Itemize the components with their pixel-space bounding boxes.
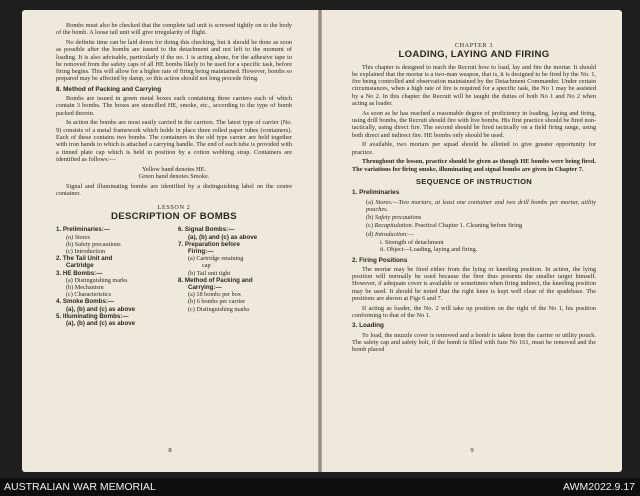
syllabus-column-2 bbox=[178, 226, 292, 327]
item-label: (d) bbox=[366, 230, 374, 238]
heading-preliminaries: 1. Preliminaries bbox=[352, 189, 400, 197]
syllabus-item-cont: Firing:— bbox=[188, 247, 214, 255]
heading-loading: 3. Loading bbox=[352, 322, 384, 330]
syllabus-item-cont: Cartridge bbox=[66, 262, 94, 270]
paragraph-firing-1: The mortar may be fired either from the lying or kneeling position. In action, the lying position will normally be used because the firer thus presents the smaller target himself. However, if adequate cover is available or sometimes when firing indirect, the kneeling position may be used. It should be noted that the right knee is kept well clear of the spadebase. The positions are shown at Figs 6 and 7. bbox=[352, 265, 596, 303]
paragraph-tail-unit: Bombs must also be checked that the complete tail unit is screwed tightly on to the body of the bomb. A loose tail unit will give irregularity of flight. bbox=[56, 22, 292, 37]
left-page-text bbox=[56, 22, 292, 327]
band-green: Green band denotes Smoke. bbox=[138, 172, 210, 180]
syllabus-sub: (a) Stores bbox=[66, 233, 91, 241]
syllabus-item: 4. Smoke Bombs:— bbox=[56, 298, 115, 306]
page-number-right: 9 bbox=[470, 447, 474, 454]
prelim-item-c bbox=[352, 222, 596, 229]
paragraph-intro-2: As soon as he has reached a reasonable degree of proficiency in loading, laying and firing, using drill bombs, the Recruit should fire with live bombs. His first practice should be fired non-tactically, using direct fire. The second should be fired tactically on a field firing range, using both direct and indirect fire. HE bombs only should be used. bbox=[352, 109, 596, 139]
syllabus-item: 8. Method of Packing and bbox=[178, 276, 253, 284]
item-term: Stores: bbox=[375, 198, 393, 206]
syllabus-item-cont: Carrying:— bbox=[188, 283, 222, 291]
syllabus-sub: (a) Cartridge retaining bbox=[188, 255, 244, 263]
item-term: Recapitulation. bbox=[374, 222, 414, 230]
heading-firing-positions: 2. Firing Positions bbox=[352, 256, 408, 264]
prelim-item-d-i: i. Strength of detachment bbox=[380, 239, 444, 246]
lesson-title: DESCRIPTION OF BOMBS bbox=[111, 211, 237, 222]
left-page bbox=[22, 10, 318, 472]
paragraph-packing-2: In action the bombs are most easily carried in the carriers. The latest type of carrier (No. 9) consists of a metal framework which holds in place three rolled paper tubes (containers). Each of these contains two bombs. The containers in the old type carrier are held together with iron bands to which is attached a carrying handle. The end of each tube is provided with a tinned plate cap which is held in position by a cotton webbing strap. Containers are identified as follows:— bbox=[56, 119, 292, 163]
right-page-text bbox=[352, 42, 596, 356]
prelim-item-d bbox=[352, 231, 596, 238]
paragraph-intro-1: This chapter is designed to teach the Recruit how to load, lay and fire the mortar. It should be explained that the mortar is a two-man weapon, that is, it is designed to be fired by the No. 1, fire being controlled and observation maintained by the Detachment Commander. Under certain circumstances, when a high rate of fire is required for a specific task, the No 1 may be assisted by a No 2. In this chapter the Recruit will be taught the duties of both No 1 and No 2 when acting as loader. bbox=[352, 63, 596, 108]
heading-packing: 8. Method of Packing and Carrying bbox=[56, 85, 162, 93]
item-term: Introduction:— bbox=[374, 230, 414, 238]
paragraph-intro-3: If available, two mortars per squad should be allotted to give greater opportunity for practice. bbox=[352, 141, 596, 156]
chapter-label: CHAPTER 3 bbox=[454, 42, 494, 49]
syllabus-sub: (b) 6 bombs per carrier bbox=[188, 298, 246, 306]
lesson-syllabus bbox=[56, 226, 292, 327]
paragraph-packing-1: Bombs are issued in green metal boxes each containing three carriers each of which contain 3 bombs. The boxes are stencilled HE, smoke, etc., according to the type of bomb packed therein. bbox=[56, 95, 292, 117]
syllabus-sub: cap bbox=[202, 262, 211, 270]
prelim-item-d-ii: ii. Object—Loading, laying and firing. bbox=[380, 246, 478, 254]
syllabus-sub: (b) Mechanism bbox=[66, 283, 104, 291]
syllabus-sub: (b) Safety precautions bbox=[66, 240, 121, 248]
syllabus-item: 3. HE Bombs:— bbox=[56, 269, 103, 277]
footer-credit: AUSTRALIAN WAR MEMORIAL bbox=[4, 481, 156, 493]
syllabus-sub: (c) Distinguishing marks bbox=[188, 305, 250, 313]
syllabus-sub: (c) Introduction bbox=[66, 247, 106, 255]
paragraph-loading: To load, the muzzle cover is removed and a bomb is taken from the carrier or utility pouch. The safety cap and safety bolt, if the bomb is filled with fuze No 161, must be removed and the bomb placed bbox=[352, 331, 596, 354]
syllabus-item: 6. Signal Bombs:— bbox=[178, 226, 235, 234]
syllabus-item: 5. Illuminating Bombs:— bbox=[56, 312, 129, 320]
paragraph-firing-2: If acting as loader, the No. 2 will take up position on the right of the No 1, his position conforming to that of the No 1. bbox=[352, 304, 596, 320]
syllabus-item: 2. The Tail Unit and bbox=[56, 255, 113, 263]
syllabus-column-1 bbox=[56, 226, 170, 327]
syllabus-sub: (a) 18 bombs per box bbox=[188, 291, 241, 299]
item-label: (c) bbox=[366, 222, 373, 230]
item-label: (a) bbox=[366, 198, 373, 206]
syllabus-sub: (b) Tail unit tight bbox=[188, 269, 231, 277]
item-text: Practical Chapter 1. Cleaning before firing bbox=[414, 222, 523, 230]
item-text: —Two mortars, at least one container and two drill bombs per mortar, utility pouches. bbox=[366, 198, 596, 213]
right-page bbox=[322, 10, 622, 472]
lesson-label: LESSON 2 bbox=[157, 203, 191, 211]
item-term: Safety precautions bbox=[374, 214, 422, 222]
syllabus-item: 7. Preparation before bbox=[178, 240, 240, 248]
paragraph-signal: Signal and illuminating bombs are identified by a distinguishing label on the centre container. bbox=[56, 183, 292, 198]
paragraph-checking: No definite time can be laid down for doing this checking, but it should be done as soon as possible after the bombs are issued to the detachment and not left to the moment of loading. It is also advisable, particularly if the no. 1 is acting alone, for the adhesive tape to be removed from the safety caps of all HE bombs likely to be used for a specific task, before firing begins. This will allow for a higher rate of firing being maintained. However, bombs so prepared may be affected by damp, so this action should not long precede firing. bbox=[56, 38, 292, 83]
syllabus-sub: (a) Distinguishing marks bbox=[66, 276, 128, 284]
item-label: (b) bbox=[366, 214, 374, 222]
syllabus-sub: (a), (b) and (c) as above bbox=[188, 233, 258, 241]
footer-bar bbox=[0, 478, 640, 496]
syllabus-sub: (a), (b) and (c) as above bbox=[66, 319, 136, 327]
prelim-item-a bbox=[352, 199, 596, 214]
band-yellow: Yellow band denotes HE. bbox=[141, 165, 207, 173]
syllabus-sub: (a), (b) and (c) as above bbox=[66, 305, 136, 313]
paragraph-intro-4: Throughout the lesson, practice should be given as though HE bombs were being fired. The variations for firing smoke, illuminating and signal bombs are given in Chapter 7. bbox=[352, 158, 596, 173]
syllabus-sub: (c) Characteristics bbox=[66, 291, 112, 299]
sequence-title: SEQUENCE OF INSTRUCTION bbox=[415, 176, 533, 186]
page-number-left: 8 bbox=[168, 447, 172, 454]
prelim-item-b bbox=[352, 214, 596, 221]
syllabus-item: 1. Preliminaries:— bbox=[56, 226, 110, 234]
footer-accession: AWM2022.9.17 bbox=[563, 481, 635, 493]
chapter-title: LOADING, LAYING AND FIRING bbox=[398, 49, 550, 61]
